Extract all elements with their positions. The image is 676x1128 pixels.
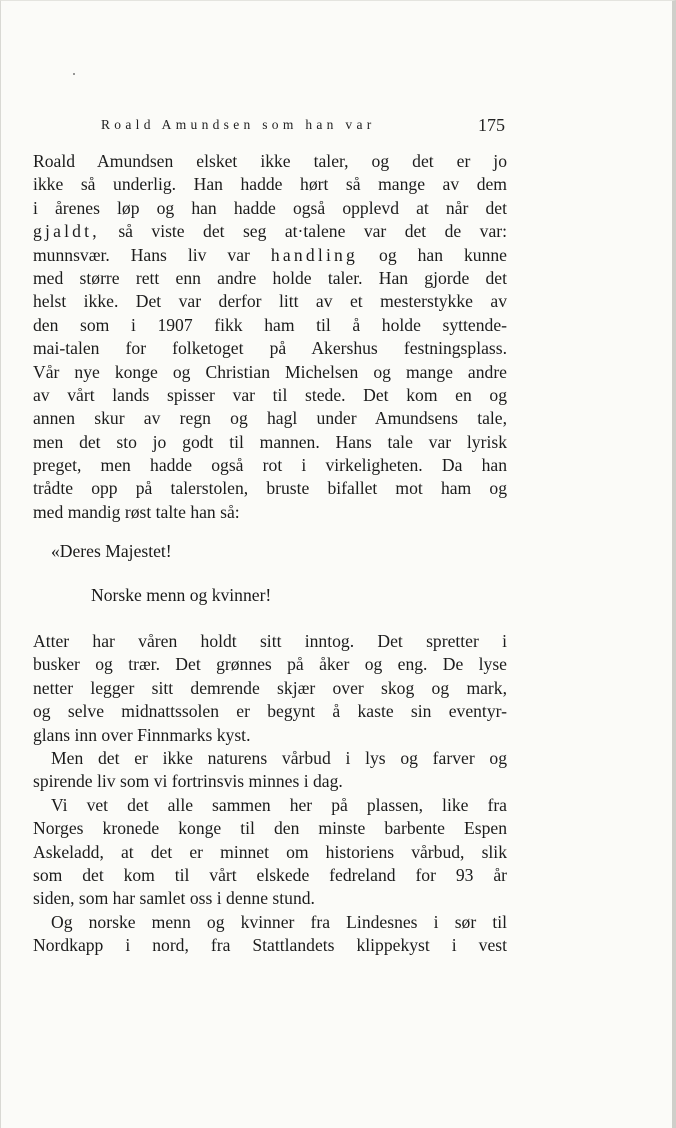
text-line: men det sto jo godt til mannen. Hans tale var lyrisk (33, 431, 507, 452)
salutation-majesty: «Deres Majestet! (51, 541, 172, 561)
text-line: netter legger sitt demrende skjær over skog og mark, (33, 677, 507, 698)
page-number: 175 (478, 115, 505, 135)
spaced-emphasis: gjaldt, (33, 221, 100, 242)
text-line (33, 244, 507, 267)
text-line: med mandig røst talte han så: (33, 501, 240, 522)
text-line: Atter har våren holdt sitt inntog. Det spretter i (33, 631, 507, 651)
text-segment: så viste det seg at·talene var det de var: (118, 221, 507, 242)
spaced-emphasis: handling (270, 244, 359, 265)
text-line: Men det er ikke naturens vårbud i lys og farver og (51, 747, 507, 768)
text-line: Askeladd, at det er minnet om historiens vårbud, slik (33, 841, 507, 862)
text-line: glans inn over Finnmarks kyst. (33, 724, 251, 745)
salutation-audience: Norske menn og kvinner! (91, 585, 272, 605)
text-line: Og norske menn og kvinner fra Lindesnes i sør til (51, 911, 507, 932)
text-line: av vårt lands spisser var til stede. Det kom en og (33, 384, 507, 405)
text-line: helst ikke. Det var derfor litt av et mesterstykke av (33, 291, 507, 312)
text-segment: munnsvær. Hans liv var (33, 244, 250, 265)
text-line: Roald Amundsen elsket ikke taler, og det er jo (33, 151, 507, 171)
text-line: trådte opp på talerstolen, bruste bifallet mot ham og (33, 478, 507, 499)
paragraph-1 (33, 150, 507, 524)
text-segment: og han kunne (379, 244, 507, 265)
text-line: preget, men hadde også rot i virkeligheten. Da han (33, 455, 507, 476)
text-line: og selve midnattssolen er begynt å kaste sin eventyr- (33, 701, 507, 722)
text-line: siden, som har samlet oss i denne stund. (33, 888, 315, 909)
text-line: Nordkapp i nord, fra Stattlandets klippekyst i vest (33, 935, 507, 956)
text-line: i årenes løp og han hadde også opplevd at når det (33, 197, 507, 218)
text-line: med større rett enn andre holde taler. Han gjorde det (33, 267, 507, 288)
text-line: Vi vet det alle sammen her på plassen, like fra (51, 794, 507, 815)
text-line: annen skur av regn og hagl under Amundsens tale, (33, 408, 507, 429)
text-line: ikke så underlig. Han hadde hørt så mange av dem (33, 174, 507, 195)
text-line: busker og trær. Det grønnes på åker og eng. De lyse (33, 654, 507, 675)
text-line: Norges kronede konge til den minste barbente Espen (33, 818, 507, 839)
text-line: den som i 1907 fikk ham til å holde syttende- (33, 314, 507, 335)
running-head: Roald Amundsen som han var (101, 117, 376, 132)
text-line: som det kom til vårt elskede fedreland for 93 år (33, 864, 507, 885)
text-line (33, 220, 507, 243)
print-speck (73, 73, 75, 75)
text-line: Vår nye konge og Christian Michelsen og mange andre (33, 361, 507, 382)
text-line: spirende liv som vi fortrinsvis minnes i dag. (33, 771, 343, 792)
speech-body (33, 630, 507, 957)
text-line: mai-talen for folketoget på Akershus festningsplass. (33, 338, 507, 359)
